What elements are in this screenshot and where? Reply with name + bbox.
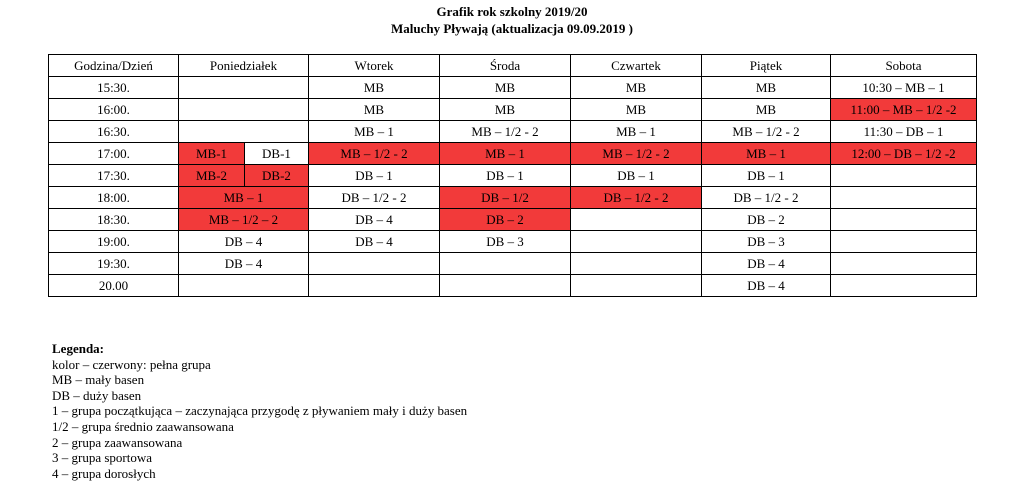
schedule-cell (831, 165, 977, 187)
time-cell: 19:00. (49, 231, 179, 253)
schedule-cell (831, 275, 977, 297)
schedule-cell (571, 275, 702, 297)
table-row (49, 99, 977, 121)
schedule-cell: MB – 1 (571, 121, 702, 143)
schedule-cell: DB – 1 (309, 165, 440, 187)
schedule-cell: MB (702, 77, 831, 99)
table-row (49, 143, 977, 165)
schedule-cell (831, 209, 977, 231)
schedule-cell (440, 253, 571, 275)
schedule-cell: DB – 4 (309, 209, 440, 231)
schedule-cell: DB – 4 (309, 231, 440, 253)
column-header: Piątek (702, 55, 831, 77)
legend-title: Legenda: (52, 341, 104, 356)
schedule-cell: DB – 1 (440, 165, 571, 187)
legend-item: 1/2 – grupa średnio zaawansowana (52, 418, 234, 434)
schedule-cell (571, 231, 702, 253)
schedule-cell: MB – 1/2 - 2 (702, 121, 831, 143)
schedule-cell: 11:30 – DB – 1 (831, 121, 977, 143)
column-header: Poniedziałek (179, 55, 309, 77)
schedule-cell: DB – 1 (571, 165, 702, 187)
schedule-cell: MB (571, 99, 702, 121)
schedule-cell (179, 99, 309, 121)
schedule-cell (309, 275, 440, 297)
legend-item: DB – duży basen (52, 387, 142, 403)
time-cell: 17:00. (49, 143, 179, 165)
schedule-cell: MB – 1 (440, 143, 571, 165)
schedule-cell (179, 121, 309, 143)
page-subtitle: Maluchy Pływają (aktualizacja 09.09.2019 ) (391, 21, 633, 36)
schedule-cell: MB (440, 99, 571, 121)
schedule-cell (831, 253, 977, 275)
column-header: Czwartek (571, 55, 702, 77)
legend (52, 341, 467, 481)
schedule-cell: DB-2 (245, 165, 309, 187)
schedule-cell (831, 231, 977, 253)
schedule-cell: MB – 1/2 - 2 (440, 121, 571, 143)
time-cell: 16:30. (49, 121, 179, 143)
schedule-cell: MB (309, 77, 440, 99)
schedule-cell: MB – 1 (179, 187, 309, 209)
time-cell: 17:30. (49, 165, 179, 187)
legend-item: MB – mały basen (52, 372, 145, 388)
schedule-cell (179, 275, 309, 297)
legend-item: 1 – grupa początkująca – zaczynająca przygodę z pływaniem mały i duży basen (52, 403, 468, 419)
schedule-cell (571, 209, 702, 231)
schedule-cell: DB – 2 (440, 209, 571, 231)
schedule-cell: DB – 1/2 - 2 (571, 187, 702, 209)
schedule-cell: MB-2 (179, 165, 245, 187)
schedule-cell: MB – 1 (309, 121, 440, 143)
column-header: Środa (440, 55, 571, 77)
time-cell: 19:30. (49, 253, 179, 275)
table-row (49, 165, 977, 187)
schedule-cell: 12:00 – DB – 1/2 -2 (831, 143, 977, 165)
column-header: Wtorek (309, 55, 440, 77)
schedule-cell (440, 275, 571, 297)
table-row (49, 121, 977, 143)
schedule-cell: DB – 3 (702, 231, 831, 253)
schedule-cell: DB – 3 (440, 231, 571, 253)
legend-item: 4 – grupa dorosłych (52, 465, 156, 481)
schedule-cell: MB – 1/2 - 2 (571, 143, 702, 165)
legend-item: 2 – grupa zaawansowana (52, 434, 183, 450)
legend-item: 3 – grupa sportowa (52, 450, 153, 466)
table-row (49, 275, 977, 297)
schedule-cell: MB – 1/2 – 2 (179, 209, 309, 231)
schedule-cell: 10:30 – MB – 1 (831, 77, 977, 99)
schedule-cell (309, 253, 440, 275)
schedule-cell: MB – 1/2 - 2 (309, 143, 440, 165)
time-cell: 18:30. (49, 209, 179, 231)
schedule-cell: MB (440, 77, 571, 99)
time-cell: 20.00 (49, 275, 179, 297)
schedule-cell: MB – 1 (702, 143, 831, 165)
schedule-cell: DB – 1 (702, 165, 831, 187)
time-cell: 16:00. (49, 99, 179, 121)
legend-item: kolor – czerwony: pełna grupa (52, 356, 211, 372)
schedule-table (48, 54, 977, 297)
schedule-cell: DB – 1/2 - 2 (309, 187, 440, 209)
header (0, 3, 1024, 37)
schedule-cell (179, 77, 309, 99)
schedule-cell: DB – 1/2 (440, 187, 571, 209)
table-row (49, 253, 977, 275)
schedule-cell (831, 187, 977, 209)
schedule-cell: DB – 2 (702, 209, 831, 231)
table-row (49, 209, 977, 231)
schedule-cell (571, 253, 702, 275)
schedule-cell: MB (571, 77, 702, 99)
table-row (49, 187, 977, 209)
schedule-cell: MB-1 (179, 143, 245, 165)
table-row (49, 77, 977, 99)
column-header: Godzina/Dzień (49, 55, 179, 77)
column-header: Sobota (831, 55, 977, 77)
time-cell: 18:00. (49, 187, 179, 209)
table-header-row (49, 55, 977, 77)
schedule-cell: MB (702, 99, 831, 121)
schedule-cell: DB – 4 (179, 253, 309, 275)
schedule-cell: DB – 4 (702, 275, 831, 297)
schedule-cell: 11:00 – MB – 1/2 -2 (831, 99, 977, 121)
schedule-cell: MB (309, 99, 440, 121)
time-cell: 15:30. (49, 77, 179, 99)
page-title: Grafik rok szkolny 2019/20 (436, 4, 588, 19)
table-row (49, 231, 977, 253)
schedule-cell: DB – 1/2 - 2 (702, 187, 831, 209)
schedule-cell: DB-1 (245, 143, 309, 165)
schedule-cell: DB – 4 (702, 253, 831, 275)
schedule-cell: DB – 4 (179, 231, 309, 253)
